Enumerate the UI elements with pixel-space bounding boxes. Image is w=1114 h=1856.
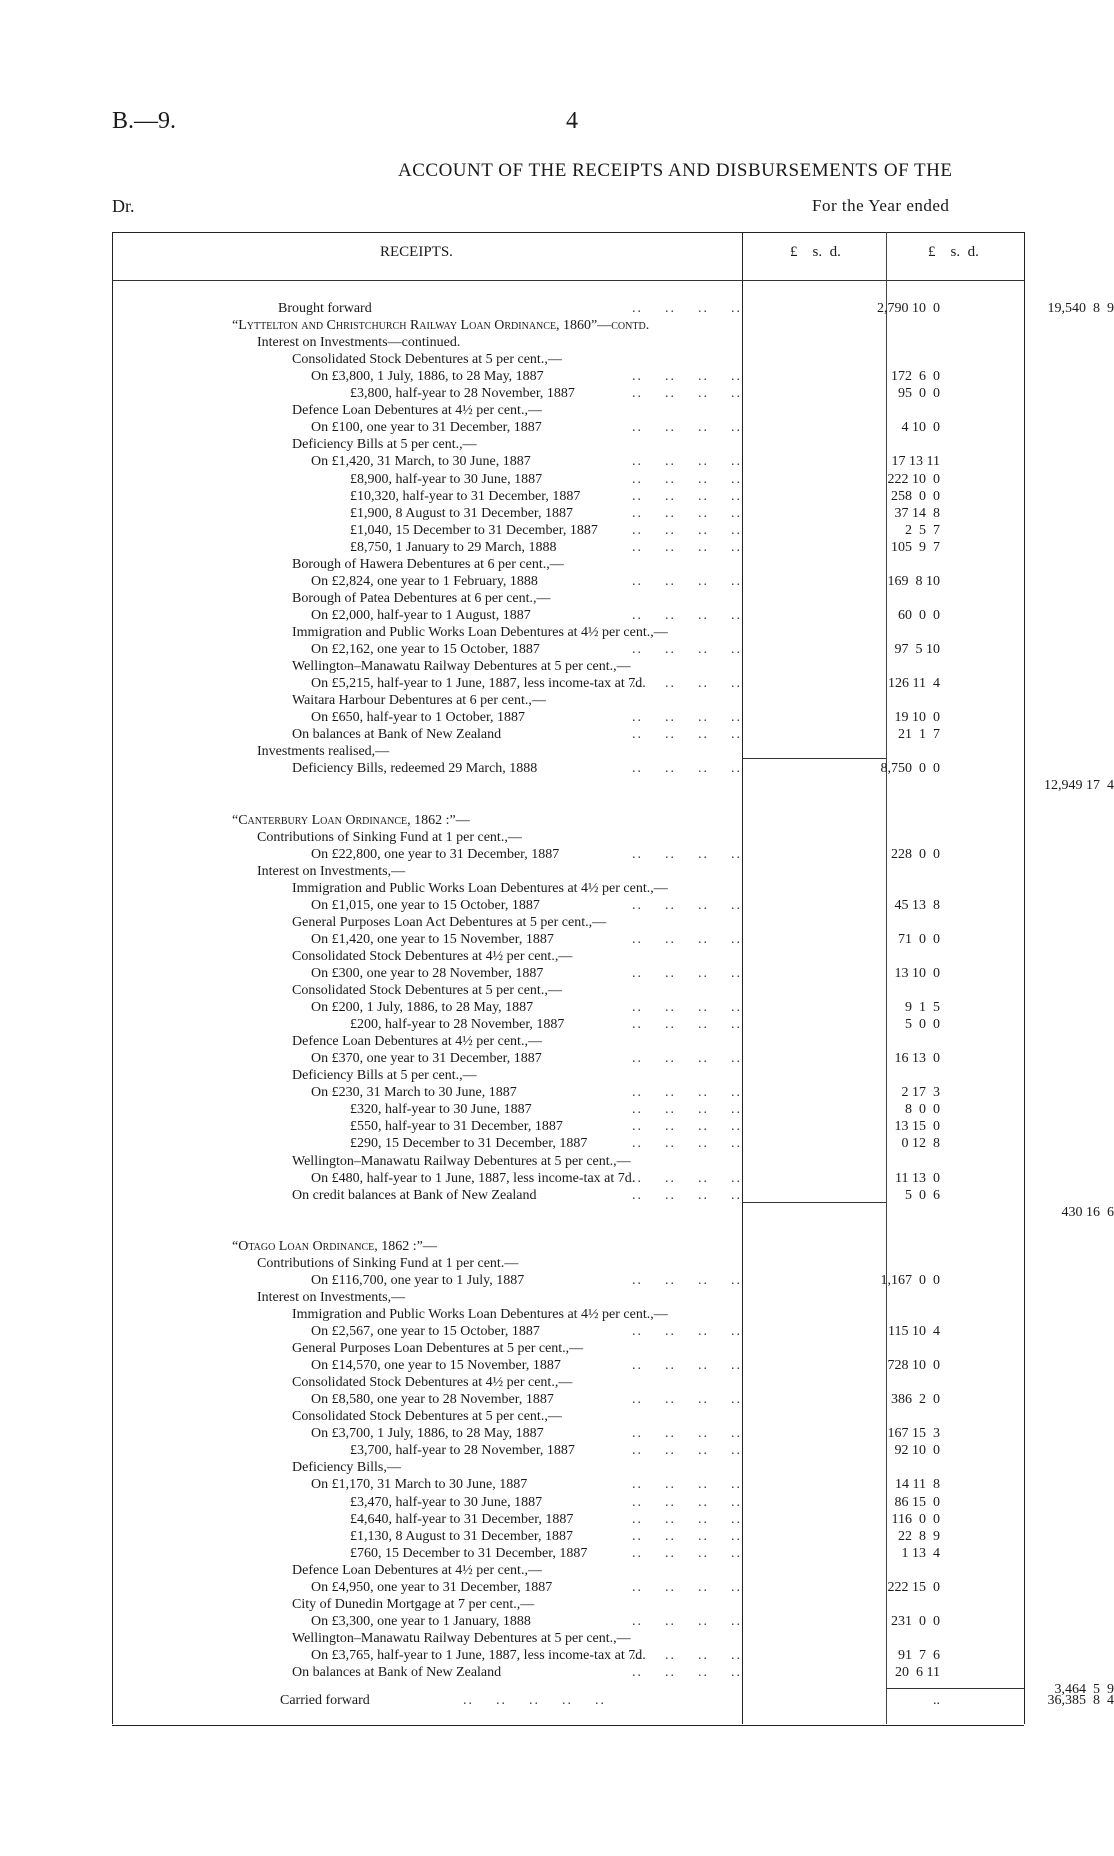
table-row [112,1204,1114,1221]
entry-description: On £4,950, one year to 31 December, 1887 [311,1579,553,1595]
amount-column-1: 86 15 0 [894,1494,940,1510]
leader-dots: .. .. .. .. [632,1392,742,1408]
table-row [112,1476,1024,1493]
carried-forward-col1: .. [933,1693,940,1708]
entry-description: £10,320, half-year to 31 December, 1887 [350,488,581,504]
entry-description: Wellington–Manawatu Railway Debentures at 5 per cent.,— [292,1630,631,1646]
entry-description: £4,640, half-year to 31 December, 1887 [350,1511,574,1527]
amount-column-1: 167 15 3 [887,1426,940,1442]
entry-description: On £5,215, half-year to 1 June, 1887, less income-tax at 7d. [311,676,646,692]
entry-description: On £650, half-year to 1 October, 1887 [311,710,526,726]
entry-description: Defence Loan Debentures at 4½ per cent.,— [292,1034,542,1050]
table-row [112,556,1024,573]
table-row [112,1408,1024,1425]
amount-column-1: 9 1 5 [905,1000,940,1016]
amount-column-1: 13 15 0 [894,1119,940,1135]
amount-column-1: 97 5 10 [894,642,940,657]
leader-dots: .. .. .. .. [632,1085,742,1101]
leader-dots: .. .. .. .. .. [452,1693,606,1708]
table-row [112,607,1024,624]
amount-column-1: 386 2 0 [891,1392,940,1408]
entry-description: On £8,580, one year to 28 November, 1887 [311,1392,554,1408]
entry-description: Consolidated Stock Debentures at 4½ per cent.,— [292,948,573,964]
leader-dots: .. .. .. .. [632,1187,742,1203]
entry-description: “Lyttelton and Christchurch Railway Loan Ordinance, 1860”—contd. [232,318,650,334]
amount-column-1: 37 14 8 [894,505,940,521]
leader-dots: .. .. .. .. [632,1511,742,1527]
table-row [112,590,1024,607]
carried-forward-label: Carried forward [280,1693,370,1708]
entry-description: On £480, half-year to 1 June, 1887, less income-tax at 7d. [311,1170,636,1186]
leader-dots: .. .. .. .. [632,420,742,436]
table-row [112,436,1024,453]
amount-column-2: 12,949 17 4 [1044,778,1114,794]
table-row [112,726,1024,743]
entry-description: On £3,765, half-year to 1 June, 1887, less income-tax at 7d. [311,1647,646,1663]
amount-column-1-header: £ s. d. [790,244,841,260]
entry-description: Interest on Investments—continued. [257,335,461,351]
amount-column-1: 8 0 0 [905,1102,940,1118]
entry-description: On £1,170, 31 March to 30 June, 1887 [311,1477,528,1493]
entry-description: On £116,700, one year to 1 July, 1887 [311,1272,525,1288]
entry-description: £1,040, 15 December to 31 December, 1887 [350,522,598,538]
table-row [112,829,1024,846]
entry-description: On £1,015, one year to 15 October, 1887 [311,897,540,913]
amount-column-1: 5 0 6 [905,1187,940,1203]
table-row [112,1425,1024,1442]
leader-dots: .. .. .. .. [632,642,742,657]
entry-description: On £300, one year to 28 November, 1887 [311,965,544,981]
table-row [112,658,1024,675]
table-row [112,675,1024,692]
entry-description: £550, half-year to 31 December, 1887 [350,1119,563,1135]
table-row [112,897,1024,914]
table-row [112,1442,1024,1459]
leader-dots: .. .. .. .. [632,1579,742,1595]
leader-dots: .. .. .. .. [632,1119,742,1135]
leader-dots: .. .. .. .. [632,1477,742,1493]
entry-description: Interest on Investments,— [257,1289,406,1305]
entry-description: Contributions of Sinking Fund at 1 per cent.— [257,1255,519,1271]
table-right-border [1024,232,1025,1724]
table-row [112,1050,1024,1067]
leader-dots: .. .. .. .. [632,1017,742,1033]
table-row [112,1579,1024,1596]
table-row [112,539,1024,556]
entry-description: On £1,420, one year to 15 November, 1887 [311,931,554,947]
entry-description: General Purposes Loan Debentures at 5 per cent.,— [292,1341,584,1357]
entry-description: On £3,300, one year to 1 January, 1888 [311,1613,531,1629]
entry-description: On £1,420, 31 March, to 30 June, 1887 [311,454,531,470]
table-row [112,863,1024,880]
table-row [112,351,1024,368]
entry-description: Immigration and Public Works Loan Debentures at 4½ per cent.,— [292,1306,668,1322]
receipts-column-header: RECEIPTS. [380,244,453,260]
amount-column-1: 728 10 0 [887,1358,940,1374]
amount-column-1: 95 0 0 [898,386,940,402]
subtotal-rule [742,1202,886,1203]
table-row [112,1306,1024,1323]
entry-description: Immigration and Public Works Loan Debentures at 4½ per cent.,— [292,624,668,640]
leader-dots: .. .. .. .. [632,710,742,726]
entry-description: On balances at Bank of New Zealand [292,1665,502,1680]
amount-column-1: 1,167 0 0 [880,1272,940,1288]
leader-dots: .. .. .. .. [632,369,742,385]
table-row [112,1255,1024,1272]
entry-description: On £100, one year to 31 December, 1887 [311,420,542,436]
leader-dots: .. .. .. .. [632,1647,742,1663]
leader-dots: .. .. .. .. [632,1358,742,1374]
table-row [112,1374,1024,1391]
table-row [112,1357,1024,1374]
table-row [112,368,1024,385]
leader-dots: .. .. .. .. [632,488,742,504]
table-row [112,1664,1024,1681]
table-row [112,317,1024,334]
amount-column-1: 4 10 0 [901,420,940,436]
entry-description: City of Dunedin Mortgage at 7 per cent.,— [292,1596,535,1612]
table-row [112,1511,1024,1528]
entry-description: On £3,800, 1 July, 1886, to 28 May, 1887 [311,369,544,385]
leader-dots: .. .. .. .. [632,607,742,623]
amount-column-1: 222 10 0 [887,471,940,487]
entry-description: “Otago Loan Ordinance, 1862 :”— [232,1238,437,1254]
table-row [112,402,1024,419]
amount-column-2-header: £ s. d. [928,244,979,260]
table-row [112,300,1114,317]
table-row [112,1562,1024,1579]
leader-dots: .. .. .. .. [632,1136,742,1152]
amount-column-2: 430 16 6 [1061,1204,1114,1220]
table-row [112,982,1024,999]
entry-description: Defence Loan Debentures at 4½ per cent.,— [292,403,542,419]
table-row [112,1170,1024,1187]
leader-dots: .. .. .. .. [632,386,742,402]
table-row [112,522,1024,539]
amount-column-1: 115 10 4 [888,1324,940,1339]
entry-description: £3,470, half-year to 30 June, 1887 [350,1494,543,1510]
entry-description: On £3,700, 1 July, 1886, to 28 May, 1887 [311,1426,544,1442]
entry-description: Brought forward [278,301,372,316]
table-row [112,948,1024,965]
table-row [112,709,1024,726]
leader-dots: .. .. .. .. [632,761,742,777]
amount-column-1: 71 0 0 [898,931,940,947]
table-row [112,1084,1024,1101]
table-row [112,794,1024,811]
table-row [112,812,1024,829]
amount-column-1: 116 0 0 [891,1511,940,1527]
table-row [112,1221,1024,1238]
amount-column-1: 11 13 0 [895,1170,940,1186]
amount-column-1: 5 0 0 [905,1017,940,1033]
table-row [112,1153,1024,1170]
entry-description: Contributions of Sinking Fund at 1 per cent.,— [257,829,522,845]
entry-description: £1,130, 8 August to 31 December, 1887 [350,1528,574,1544]
entry-description: On £2,567, one year to 15 October, 1887 [311,1324,540,1339]
leader-dots: .. .. .. .. [632,1324,742,1339]
entry-description: General Purposes Loan Act Debentures at 5 per cent.,— [292,914,607,930]
amount-column-1: 45 13 8 [894,897,940,913]
table-row [112,505,1024,522]
leader-dots: .. .. .. .. [632,1272,742,1288]
entry-description: £200, half-year to 28 November, 1887 [350,1017,565,1033]
entry-description: Deficiency Bills, redeemed 29 March, 1888 [292,761,538,777]
entry-description: On £14,570, one year to 15 November, 1887 [311,1358,561,1374]
leader-dots: .. .. .. .. [632,1170,742,1186]
table-row [112,1613,1024,1630]
entry-description: On balances at Bank of New Zealand [292,727,502,743]
leader-dots: .. .. .. .. [632,1443,742,1459]
amount-column-1: 126 11 4 [888,676,940,692]
amount-column-1: 105 9 7 [891,539,940,555]
leader-dots: .. .. .. .. [632,931,742,947]
amount-column-1: 2 17 3 [901,1085,940,1101]
amount-column-1: 231 0 0 [891,1613,940,1629]
leader-dots: .. .. .. .. [632,1545,742,1561]
leader-dots: .. .. .. .. [632,846,742,862]
leader-dots: .. .. .. .. [632,1051,742,1067]
entry-description: Borough of Hawera Debentures at 6 per cent.,— [292,556,564,572]
carried-forward-row [112,1692,1114,1709]
entry-description: On £22,800, one year to 31 December, 1887 [311,846,560,862]
amount-column-1: 21 1 7 [898,727,940,743]
entry-description: “Canterbury Loan Ordinance, 1862 :”— [232,812,470,828]
amount-column-1: 22 8 9 [898,1528,940,1544]
amount-column-1: 2 5 7 [905,522,940,538]
table-row [112,1101,1024,1118]
table-row [112,641,1024,658]
entry-description: £290, 15 December to 31 December, 1887 [350,1136,588,1152]
page-title: ACCOUNT OF THE RECEIPTS AND DISBURSEMENTS OF THE [398,160,953,181]
table-row [112,743,1024,760]
entry-description: Consolidated Stock Debentures at 5 per cent.,— [292,983,562,998]
table-row [112,1391,1024,1408]
table-row [112,1545,1024,1562]
entry-description: On £200, 1 July, 1886, to 28 May, 1887 [311,1000,534,1016]
amount-column-1: 91 7 6 [898,1647,940,1663]
amount-column-1: 172 6 0 [891,369,940,385]
table-row [112,1033,1024,1050]
table-row [112,624,1024,641]
table-row [112,471,1024,488]
entry-description: Interest on Investments,— [257,863,406,879]
amount-column-1: 60 0 0 [898,607,940,623]
table-row [112,1289,1024,1306]
amount-column-1: 8,750 0 0 [880,761,940,777]
table-row [112,1016,1024,1033]
amount-column-1: 2,790 10 0 [877,301,940,316]
entry-description: Consolidated Stock Debentures at 4½ per cent.,— [292,1375,573,1391]
amount-column-2: 3,464 5 9 [1054,1682,1114,1698]
leader-dots: .. .. .. .. [632,1000,742,1016]
table-row [112,1340,1024,1357]
entry-description: Waitara Harbour Debentures at 6 per cent.,— [292,693,546,709]
entry-description: On £2,000, half-year to 1 August, 1887 [311,607,531,623]
entry-description: £1,900, 8 August to 31 December, 1887 [350,505,574,521]
amount-column-1: 169 8 10 [887,573,940,589]
amount-column-1: 13 10 0 [894,965,940,981]
amount-column-1: 228 0 0 [891,846,940,862]
debit-label: Dr. [112,196,135,216]
header-rule [112,280,1024,281]
amount-column-1: 92 10 0 [894,1443,940,1459]
amount-column-1: 14 11 8 [895,1477,940,1493]
amount-column-1: 16 13 0 [894,1051,940,1067]
amount-column-1: 258 0 0 [891,488,940,504]
entry-description: £320, half-year to 30 June, 1887 [350,1102,532,1118]
carried-forward-total: 36,385 8 4 [1047,1693,1114,1708]
table-row [112,777,1114,794]
entry-description: £3,800, half-year to 28 November, 1887 [350,386,575,402]
table-row [112,1459,1024,1476]
leader-dots: .. .. .. .. [632,454,742,470]
leader-dots: .. .. .. .. [632,1494,742,1510]
leader-dots: .. .. .. .. [632,471,742,487]
amount-column-1: 1 13 4 [901,1545,940,1561]
entry-description: £8,900, half-year to 30 June, 1887 [350,471,543,487]
amount-column-1: 20 6 11 [895,1665,940,1680]
carried-forward-rule [886,1688,1024,1689]
entry-description: Deficiency Bills at 5 per cent.,— [292,1068,477,1084]
entry-description: Deficiency Bills,— [292,1460,401,1476]
entry-description: On £2,162, one year to 15 October, 1887 [311,642,540,657]
leader-dots: .. .. .. .. [632,1426,742,1442]
table-row [112,1187,1024,1204]
entry-description: £8,750, 1 January to 29 March, 1888 [350,539,557,555]
page-number: 4 [566,108,578,134]
table-row [112,1528,1024,1545]
table-row [112,1494,1024,1511]
table-row [112,453,1024,470]
entry-description: On £2,824, one year to 1 February, 1888 [311,573,538,589]
table-row [112,385,1024,402]
leader-dots: .. .. .. .. [632,301,742,316]
table-row [112,999,1024,1016]
table-row [112,846,1024,863]
leader-dots: .. .. .. .. [632,1102,742,1118]
table-row [112,334,1024,351]
leader-dots: .. .. .. .. [632,965,742,981]
leader-dots: .. .. .. .. [632,676,742,692]
table-row [112,965,1024,982]
table-row [112,1272,1024,1289]
entry-description: Immigration and Public Works Loan Debentures at 4½ per cent.,— [292,880,668,896]
entry-description: Consolidated Stock Debentures at 5 per cent.,— [292,1409,562,1425]
amount-column-1: 222 15 0 [887,1579,940,1595]
table-row [112,1135,1024,1152]
amount-column-1: 17 13 11 [891,454,940,470]
entry-description: Investments realised,— [257,744,390,760]
subtotal-rule [742,758,886,759]
table-row [112,1596,1024,1613]
amount-column-1: 0 12 8 [901,1136,940,1152]
year-ended-label: For the Year ended [812,196,950,215]
table-row [112,488,1024,505]
entry-description: £3,700, half-year to 28 November, 1887 [350,1443,575,1459]
leader-dots: .. .. .. .. [632,505,742,521]
table-row [112,692,1024,709]
entry-description: £760, 15 December to 31 December, 1887 [350,1545,588,1561]
entry-description: Borough of Patea Debentures at 6 per cent.,— [292,590,551,606]
leader-dots: .. .. .. .. [632,897,742,913]
table-row [112,914,1024,931]
entry-description: On £230, 31 March to 30 June, 1887 [311,1085,517,1101]
table-row [112,1067,1024,1084]
leader-dots: .. .. .. .. [632,1528,742,1544]
table-row [112,880,1024,897]
entry-description: Defence Loan Debentures at 4½ per cent.,— [292,1562,542,1578]
table-row [112,1118,1024,1135]
entry-description: On credit balances at Bank of New Zealand [292,1187,537,1203]
table-row [112,931,1024,948]
entry-description: Deficiency Bills at 5 per cent.,— [292,437,477,453]
document-reference: B.—9. [112,108,177,134]
leader-dots: .. .. .. .. [632,539,742,555]
leader-dots: .. .. .. .. [632,522,742,538]
leader-dots: .. .. .. .. [632,1613,742,1629]
table-row [112,1630,1024,1647]
entry-description: Wellington–Manawatu Railway Debentures at 5 per cent.,— [292,659,631,675]
leader-dots: .. .. .. .. [632,727,742,743]
entry-description: On £370, one year to 31 December, 1887 [311,1051,542,1067]
table-row [112,1238,1024,1255]
leader-dots: .. .. .. .. [632,573,742,589]
table-row [112,1323,1024,1340]
table-row [112,1647,1024,1664]
table-row [112,419,1024,436]
amount-column-1: 19 10 0 [894,710,940,726]
entry-description: Wellington–Manawatu Railway Debentures at 5 per cent.,— [292,1153,631,1169]
table-row [112,760,1024,777]
table-row [112,573,1024,590]
amount-column-2: 19,540 8 9 [1047,301,1114,316]
leader-dots: .. .. .. .. [632,1665,742,1680]
entry-description: Consolidated Stock Debentures at 5 per cent.,— [292,352,562,368]
